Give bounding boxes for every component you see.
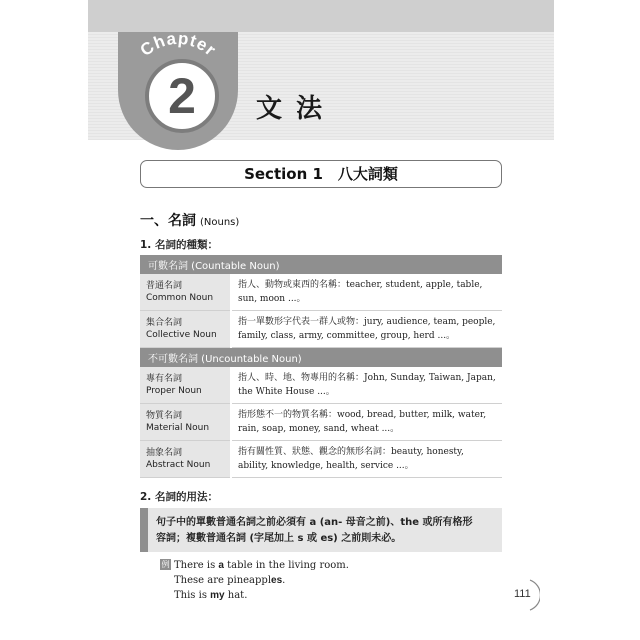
chapter-number: 2: [145, 59, 219, 133]
page-number: 111: [514, 588, 531, 600]
chapter-badge: [118, 32, 238, 150]
chapter-title: 文法: [256, 94, 337, 124]
example-line: [160, 588, 349, 603]
table-row: [140, 404, 502, 441]
rule-line-2: 容詞；複數普通名詞 (字尾加上 s 或 es) 之前則未必。: [156, 533, 402, 544]
subheading-usage: 2. 名詞的用法：: [140, 491, 218, 503]
example-text: There is: [174, 560, 219, 571]
noun-type-name: [140, 274, 231, 311]
rule-line-1: 句子中的單數普通名詞之前必須有 a (an- 母音之前)、the 或所有格形: [156, 517, 473, 528]
table-row: [140, 311, 502, 348]
noun-type-en: Abstract Noun: [146, 460, 211, 470]
noun-type-name: [140, 367, 231, 404]
noun-type-desc: 指形態不一的物質名稱：wood, bread, butter, milk, water, rain, soap, money, sand, wheat ...。: [231, 404, 502, 441]
example-line: [160, 573, 349, 588]
example-emphasis: my: [210, 590, 225, 601]
section-title: Section 1 八大詞類: [140, 160, 502, 188]
noun-type-zh: 物質名詞: [146, 411, 183, 421]
group-label-countable: 可數名詞 (Countable Noun): [140, 255, 502, 274]
noun-type-desc: 指人、動物或東西的名稱：teacher, student, apple, table, sun, moon ...。: [231, 274, 502, 311]
heading-nouns-main: 一、名詞: [140, 213, 196, 229]
example-emphasis: es: [271, 575, 283, 586]
subheading-kinds: 1. 名詞的種類：: [140, 239, 218, 251]
example-text: hat.: [224, 590, 248, 601]
noun-type-zh: 專有名詞: [146, 374, 183, 384]
example-emphasis: a: [218, 560, 224, 571]
examples-block: [160, 558, 349, 603]
svg-text:Chapter: [137, 32, 220, 60]
heading-nouns-sub: (Nouns): [200, 217, 240, 228]
group-label-uncountable: 不可數名詞 (Uncountable Noun): [140, 348, 502, 368]
noun-type-en: Collective Noun: [146, 330, 217, 340]
noun-type-desc: 指一單數形字代表一群人或物：jury, audience, team, people, family, class, army, committee, group, herd ...。: [231, 311, 502, 348]
noun-type-en: Common Noun: [146, 293, 214, 303]
noun-type-en: Proper Noun: [146, 386, 202, 396]
table-group-header: [140, 348, 502, 368]
table-row: [140, 367, 502, 404]
example-line: [160, 558, 349, 573]
example-icon: 例: [161, 560, 170, 569]
example-text: .: [282, 575, 286, 586]
noun-type-desc: 指有關性質、狀態、觀念的無形名詞：beauty, honesty, ability, knowledge, health, service ...。: [231, 441, 502, 478]
example-text: This is: [174, 590, 211, 601]
noun-type-name: [140, 311, 231, 348]
heading-nouns: [140, 210, 239, 230]
chapter-label: Chapter: [136, 32, 220, 61]
noun-type-desc: 指人、時、地、物專用的名稱：John, Sunday, Taiwan, Japan, the White House ...。: [231, 367, 502, 404]
table-row: [140, 441, 502, 478]
noun-type-name: [140, 441, 231, 478]
noun-type-name: [140, 404, 231, 441]
table-row: [140, 274, 502, 311]
table-group-header: [140, 255, 502, 274]
example-text: table in the living room.: [223, 560, 349, 571]
noun-type-en: Material Noun: [146, 423, 210, 433]
noun-kinds-table: [140, 255, 502, 478]
noun-type-zh: 普通名詞: [146, 281, 183, 291]
rule-box: [140, 508, 502, 552]
example-text: These are pineappl: [174, 575, 272, 586]
noun-type-zh: 抽象名詞: [146, 448, 183, 458]
noun-type-zh: 集合名詞: [146, 318, 183, 328]
chapter-header-topbar: [88, 0, 554, 32]
